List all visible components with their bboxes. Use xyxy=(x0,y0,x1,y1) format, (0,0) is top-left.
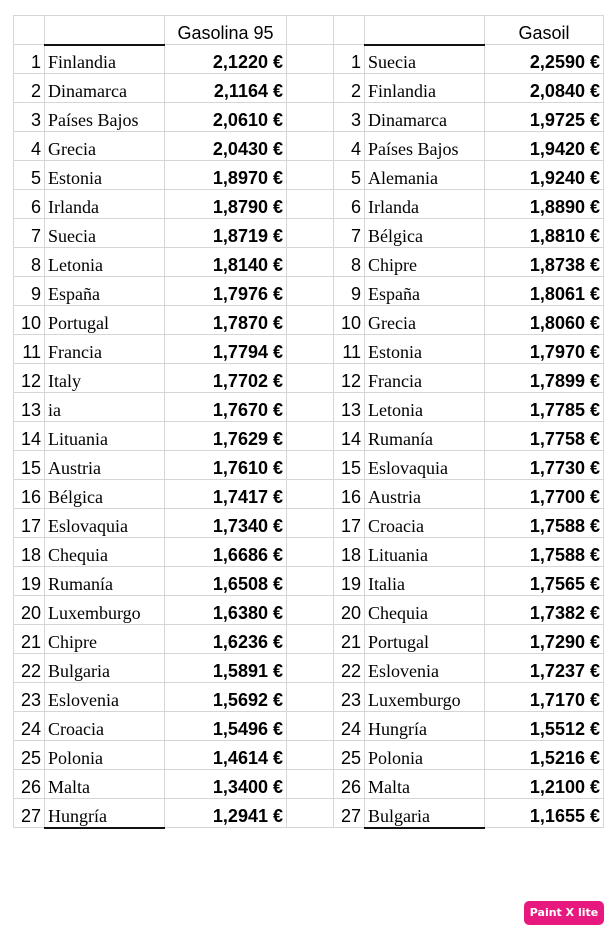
country-left: España xyxy=(45,277,165,306)
table-row xyxy=(14,132,604,161)
country-left: Bélgica xyxy=(45,480,165,509)
country-left: Chipre xyxy=(45,625,165,654)
gap-cell xyxy=(287,480,334,509)
rank-left: 4 xyxy=(14,132,45,161)
gap-cell xyxy=(287,74,334,103)
country-left: Croacia xyxy=(45,712,165,741)
price-gasolina: 1,7976 € xyxy=(165,277,287,306)
rank-left: 11 xyxy=(14,335,45,364)
table-row xyxy=(14,683,604,712)
rank-right: 23 xyxy=(334,683,365,712)
gap-cell xyxy=(287,770,334,799)
table-row xyxy=(14,335,604,364)
rank-left: 25 xyxy=(14,741,45,770)
rank-right: 9 xyxy=(334,277,365,306)
country-right: Croacia xyxy=(365,509,485,538)
price-gasoil: 1,7565 € xyxy=(485,567,604,596)
price-gasolina: 1,2941 € xyxy=(165,799,287,828)
country-left: Polonia xyxy=(45,741,165,770)
rank-left: 26 xyxy=(14,770,45,799)
table-row xyxy=(14,451,604,480)
gap-cell xyxy=(287,741,334,770)
header-row xyxy=(14,16,604,45)
table-row xyxy=(14,422,604,451)
rank-right: 20 xyxy=(334,596,365,625)
fuel-price-table xyxy=(13,15,604,829)
price-gasoil: 1,7588 € xyxy=(485,509,604,538)
price-gasolina: 1,7702 € xyxy=(165,364,287,393)
rank-right: 1 xyxy=(334,45,365,74)
price-gasolina: 1,5692 € xyxy=(165,683,287,712)
rank-right: 4 xyxy=(334,132,365,161)
country-left: Francia xyxy=(45,335,165,364)
price-gasoil: 1,7899 € xyxy=(485,364,604,393)
rank-left: 13 xyxy=(14,393,45,422)
price-gasolina: 2,0610 € xyxy=(165,103,287,132)
watermark-badge: Paint X lite xyxy=(524,901,604,925)
rank-left: 14 xyxy=(14,422,45,451)
country-right: Chipre xyxy=(365,248,485,277)
gap-cell xyxy=(287,654,334,683)
gap-cell xyxy=(287,538,334,567)
table-row xyxy=(14,770,604,799)
table-row xyxy=(14,625,604,654)
price-gasolina: 1,7794 € xyxy=(165,335,287,364)
price-gasoil: 1,7170 € xyxy=(485,683,604,712)
gap-cell xyxy=(287,306,334,335)
rank-left: 5 xyxy=(14,161,45,190)
table-row xyxy=(14,538,604,567)
price-gasoil: 1,7588 € xyxy=(485,538,604,567)
rank-left: 12 xyxy=(14,364,45,393)
price-gasoil: 1,9420 € xyxy=(485,132,604,161)
rank-left: 24 xyxy=(14,712,45,741)
rank-left: 9 xyxy=(14,277,45,306)
country-right: Malta xyxy=(365,770,485,799)
rank-left: 15 xyxy=(14,451,45,480)
rank-right: 7 xyxy=(334,219,365,248)
country-right: Irlanda xyxy=(365,190,485,219)
rank-left: 17 xyxy=(14,509,45,538)
country-right: Lituania xyxy=(365,538,485,567)
price-gasolina: 1,6236 € xyxy=(165,625,287,654)
gap-cell xyxy=(287,190,334,219)
gap-cell xyxy=(287,422,334,451)
rank-left: 6 xyxy=(14,190,45,219)
price-gasoil: 1,7758 € xyxy=(485,422,604,451)
table-row xyxy=(14,509,604,538)
price-gasolina: 1,7670 € xyxy=(165,393,287,422)
rank-right: 24 xyxy=(334,712,365,741)
country-right: Portugal xyxy=(365,625,485,654)
rank-left: 19 xyxy=(14,567,45,596)
rank-right: 13 xyxy=(334,393,365,422)
country-right: Finlandia xyxy=(365,74,485,103)
gap-cell xyxy=(287,625,334,654)
rank-left: 20 xyxy=(14,596,45,625)
gasoil-header: Gasoil xyxy=(485,16,604,45)
country-left: Eslovenia xyxy=(45,683,165,712)
table-row xyxy=(14,190,604,219)
rank-right: 22 xyxy=(334,654,365,683)
gap-cell xyxy=(287,509,334,538)
table-row xyxy=(14,248,604,277)
price-gasolina: 1,8790 € xyxy=(165,190,287,219)
country-left: Rumanía xyxy=(45,567,165,596)
price-gasoil: 1,8890 € xyxy=(485,190,604,219)
country-right: Chequia xyxy=(365,596,485,625)
price-gasoil: 1,2100 € xyxy=(485,770,604,799)
price-gasoil: 1,8738 € xyxy=(485,248,604,277)
rank-left: 1 xyxy=(14,45,45,74)
price-gasoil: 1,7970 € xyxy=(485,335,604,364)
country-left: Portugal xyxy=(45,306,165,335)
price-gasolina: 1,4614 € xyxy=(165,741,287,770)
price-gasolina: 1,7629 € xyxy=(165,422,287,451)
rank-right: 6 xyxy=(334,190,365,219)
gap-cell xyxy=(287,219,334,248)
country-left: Malta xyxy=(45,770,165,799)
price-gasolina: 1,8140 € xyxy=(165,248,287,277)
country-right: Suecia xyxy=(365,45,485,74)
country-left: Dinamarca xyxy=(45,74,165,103)
gap-cell xyxy=(287,364,334,393)
price-gasolina: 1,6380 € xyxy=(165,596,287,625)
price-gasoil: 1,9240 € xyxy=(485,161,604,190)
country-left: Suecia xyxy=(45,219,165,248)
country-right: Francia xyxy=(365,364,485,393)
price-gasoil: 1,8810 € xyxy=(485,219,604,248)
price-gasolina: 1,7870 € xyxy=(165,306,287,335)
table-row xyxy=(14,712,604,741)
table-row xyxy=(14,654,604,683)
country-right: Eslovaquia xyxy=(365,451,485,480)
country-left: ia xyxy=(45,393,165,422)
rank-right: 25 xyxy=(334,741,365,770)
country-left: Grecia xyxy=(45,132,165,161)
gap-cell xyxy=(287,161,334,190)
rank-right: 19 xyxy=(334,567,365,596)
table-row xyxy=(14,393,604,422)
country-right: España xyxy=(365,277,485,306)
price-gasolina: 1,5496 € xyxy=(165,712,287,741)
gap-cell xyxy=(287,393,334,422)
price-gasolina: 1,7340 € xyxy=(165,509,287,538)
price-gasolina: 1,6686 € xyxy=(165,538,287,567)
country-right: Rumanía xyxy=(365,422,485,451)
table-row xyxy=(14,219,604,248)
price-gasoil: 1,5512 € xyxy=(485,712,604,741)
price-gasoil: 1,7700 € xyxy=(485,480,604,509)
price-gasoil: 1,5216 € xyxy=(485,741,604,770)
price-gasolina: 1,8970 € xyxy=(165,161,287,190)
gap-cell xyxy=(287,45,334,74)
price-gasolina: 1,8719 € xyxy=(165,219,287,248)
table-row xyxy=(14,567,604,596)
rank-right: 8 xyxy=(334,248,365,277)
price-gasolina: 1,7417 € xyxy=(165,480,287,509)
table-row xyxy=(14,74,604,103)
country-right: Polonia xyxy=(365,741,485,770)
price-gasolina: 2,1164 € xyxy=(165,74,287,103)
rank-left: 2 xyxy=(14,74,45,103)
country-left: Finlandia xyxy=(45,45,165,74)
gap-cell xyxy=(287,799,334,828)
table-row xyxy=(14,277,604,306)
country-left: Hungría xyxy=(45,799,165,828)
rank-right: 26 xyxy=(334,770,365,799)
price-gasolina: 2,0430 € xyxy=(165,132,287,161)
rank-right: 3 xyxy=(334,103,365,132)
rank-right: 5 xyxy=(334,161,365,190)
gap-cell xyxy=(287,132,334,161)
country-right: Países Bajos xyxy=(365,132,485,161)
price-gasoil: 1,9725 € xyxy=(485,103,604,132)
country-right: Bulgaria xyxy=(365,799,485,828)
country-right: Grecia xyxy=(365,306,485,335)
country-left: Lituania xyxy=(45,422,165,451)
gap-cell xyxy=(287,248,334,277)
country-right: Bélgica xyxy=(365,219,485,248)
rank-right: 21 xyxy=(334,625,365,654)
table-row xyxy=(14,480,604,509)
rank-left: 8 xyxy=(14,248,45,277)
price-gasoil: 1,1655 € xyxy=(485,799,604,828)
country-right: Luxemburgo xyxy=(365,683,485,712)
table-row xyxy=(14,103,604,132)
gap-cell xyxy=(287,683,334,712)
country-left: Estonia xyxy=(45,161,165,190)
gap-cell xyxy=(287,103,334,132)
rank-left: 21 xyxy=(14,625,45,654)
rank-left: 10 xyxy=(14,306,45,335)
rank-left: 27 xyxy=(14,799,45,828)
country-right: Hungría xyxy=(365,712,485,741)
price-gasolina: 1,5891 € xyxy=(165,654,287,683)
gasolina-header: Gasolina 95 xyxy=(165,16,287,45)
gap-cell xyxy=(287,712,334,741)
rank-left: 3 xyxy=(14,103,45,132)
table-row xyxy=(14,596,604,625)
price-gasolina: 1,3400 € xyxy=(165,770,287,799)
rank-right: 17 xyxy=(334,509,365,538)
price-gasoil: 1,7237 € xyxy=(485,654,604,683)
table-row xyxy=(14,45,604,74)
country-left: Luxemburgo xyxy=(45,596,165,625)
gap-cell xyxy=(287,335,334,364)
country-right: Eslovenia xyxy=(365,654,485,683)
price-gasoil: 2,0840 € xyxy=(485,74,604,103)
country-right: Dinamarca xyxy=(365,103,485,132)
gap-cell xyxy=(287,567,334,596)
table-row xyxy=(14,306,604,335)
rank-right: 14 xyxy=(334,422,365,451)
price-gasoil: 1,7382 € xyxy=(485,596,604,625)
rank-right: 10 xyxy=(334,306,365,335)
rank-right: 27 xyxy=(334,799,365,828)
price-gasoil: 1,8060 € xyxy=(485,306,604,335)
price-gasoil: 1,7785 € xyxy=(485,393,604,422)
price-gasoil: 1,7730 € xyxy=(485,451,604,480)
rank-right: 11 xyxy=(334,335,365,364)
price-gasoil: 1,8061 € xyxy=(485,277,604,306)
gap-cell xyxy=(287,596,334,625)
table-row xyxy=(14,161,604,190)
gap-cell xyxy=(287,451,334,480)
rank-right: 12 xyxy=(334,364,365,393)
country-left: Países Bajos xyxy=(45,103,165,132)
price-gasolina: 1,7610 € xyxy=(165,451,287,480)
gap-cell xyxy=(287,277,334,306)
country-right: Estonia xyxy=(365,335,485,364)
price-gasolina: 2,1220 € xyxy=(165,45,287,74)
rank-right: 2 xyxy=(334,74,365,103)
country-left: Letonia xyxy=(45,248,165,277)
table-row xyxy=(14,799,604,828)
table-row xyxy=(14,364,604,393)
country-right: Alemania xyxy=(365,161,485,190)
rank-right: 15 xyxy=(334,451,365,480)
rank-right: 16 xyxy=(334,480,365,509)
rank-left: 18 xyxy=(14,538,45,567)
table-row xyxy=(14,741,604,770)
country-right: Italia xyxy=(365,567,485,596)
country-left: Italy xyxy=(45,364,165,393)
country-right: Austria xyxy=(365,480,485,509)
rank-left: 7 xyxy=(14,219,45,248)
price-gasolina: 1,6508 € xyxy=(165,567,287,596)
rank-left: 22 xyxy=(14,654,45,683)
country-left: Eslovaquia xyxy=(45,509,165,538)
price-gasoil: 2,2590 € xyxy=(485,45,604,74)
country-left: Austria xyxy=(45,451,165,480)
country-left: Bulgaria xyxy=(45,654,165,683)
country-left: Irlanda xyxy=(45,190,165,219)
price-gasoil: 1,7290 € xyxy=(485,625,604,654)
rank-right: 18 xyxy=(334,538,365,567)
rank-left: 23 xyxy=(14,683,45,712)
country-right: Letonia xyxy=(365,393,485,422)
rank-left: 16 xyxy=(14,480,45,509)
country-left: Chequia xyxy=(45,538,165,567)
